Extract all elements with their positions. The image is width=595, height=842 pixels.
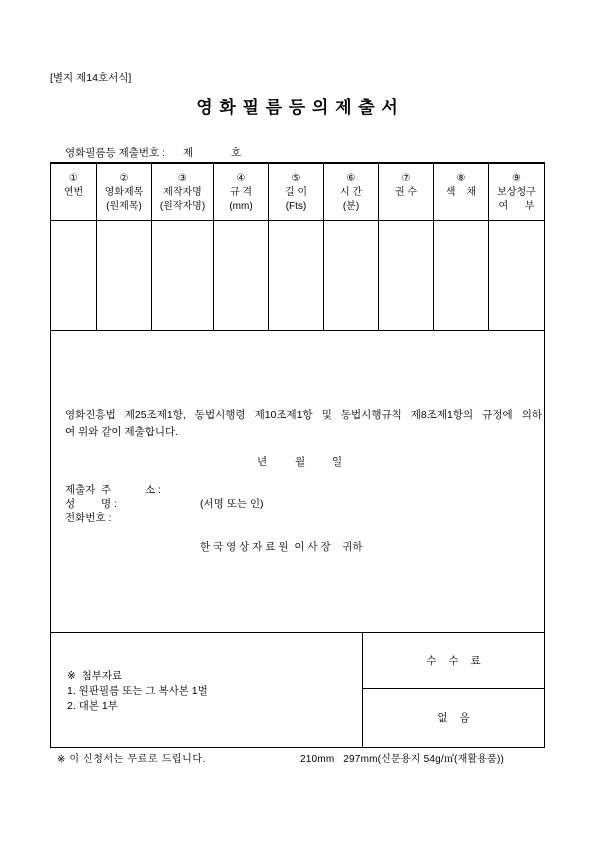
column-header-reels [379,164,433,220]
attachment-item: 1. 원판필름 또는 그 복사본 1벌 [67,685,208,697]
data-cell-format [214,221,268,330]
column-number: ⑤ [291,173,301,184]
footer-note: ※ 이 신청서는 무료로 드립니다. [57,754,206,765]
column-number: ⑥ [346,173,356,184]
column-sublabel: (분) [342,201,360,212]
column-header-compensation-claim [489,164,544,220]
column-header-color [434,164,488,220]
column-sublabel: (Fts) [285,201,307,212]
fee-label: 수 수 료 [426,654,481,667]
signature-note: (서명 또는 인) [200,498,264,510]
data-cell-length [269,221,323,330]
page-title: 영 화 필 름 등 의 제 출 서 [196,98,399,117]
fee-value: 없 음 [437,712,470,724]
form-number: [별지 제14호서식] [50,72,132,84]
date-year: 년 [257,456,268,468]
paper-spec: 210mm 297mm(신문용지 54g/㎡(재활용품)) [300,754,505,765]
addressee: 한 국 영 상 자 료 원 이 사 장 귀하 [200,541,363,553]
column-label: 색 채 [445,187,477,198]
attachments-section [51,633,362,748]
data-cell-producer [152,221,213,330]
submitter-heading: 제출자 [65,484,96,496]
column-label: 보상청구 [497,187,536,198]
column-number: ⑨ [512,173,521,184]
column-label: 규 격 [229,187,253,198]
statement-line: 여 위와 같이 제출합니다. [65,426,179,438]
column-sublabel: (원제목) [106,201,142,212]
column-sublabel: 여 부 [498,201,535,212]
column-sublabel: (원작자명) [159,201,206,212]
column-label: 제작자명 [163,187,202,198]
submission-number-prefix: 제 [183,147,194,159]
column-number: ⑦ [401,173,411,184]
column-header-producer [152,164,213,220]
name-label: 명 : [101,498,117,510]
data-cell-running-time [324,221,378,330]
date-month: 월 [295,456,306,468]
statement-line: 영화진흥법 제25조제1항, 동법시행령 제10조제1항 및 동법시행규칙 제8조제1항의 규정에 의하 [65,409,542,421]
column-number: ④ [236,173,246,184]
attachment-item: 2. 대본 1부 [67,700,118,712]
fee-label-cell [363,633,544,688]
data-cell-reels [379,221,433,330]
column-header-length [269,164,323,220]
column-number: ① [69,173,78,184]
column-number: ② [119,173,129,184]
column-header-serial-number [51,164,96,220]
column-label: 시 간 [339,187,363,198]
data-cell-color [434,221,488,330]
column-number: ③ [178,173,187,184]
data-cell-film-title [97,221,151,330]
column-header-film-title [97,164,151,220]
column-header-running-time [324,164,378,220]
name-label: 성 [65,498,76,510]
attachments-heading: ※ 첨부자료 [67,670,123,682]
column-sublabel: (mm) [229,201,253,212]
column-number: ⑧ [456,173,466,184]
column-label: 권 수 [394,187,418,198]
column-header-format [214,164,268,220]
fee-value-cell [363,689,544,747]
submission-number-label: 영화필름등 제출번호 : [65,147,166,159]
phone-label: 전화번호 : [65,512,112,524]
address-label: 주 [101,484,112,496]
data-cell-compensation-claim [489,221,544,330]
data-cell-serial-number [51,221,96,330]
address-label: 소 : [145,484,161,496]
column-label: 연번 [63,187,84,198]
declaration-section [51,331,544,632]
column-label: 길 이 [284,187,308,198]
column-label: 영화제목 [104,187,144,198]
date-day: 일 [332,456,343,468]
submission-number-suffix: 호 [231,147,242,159]
